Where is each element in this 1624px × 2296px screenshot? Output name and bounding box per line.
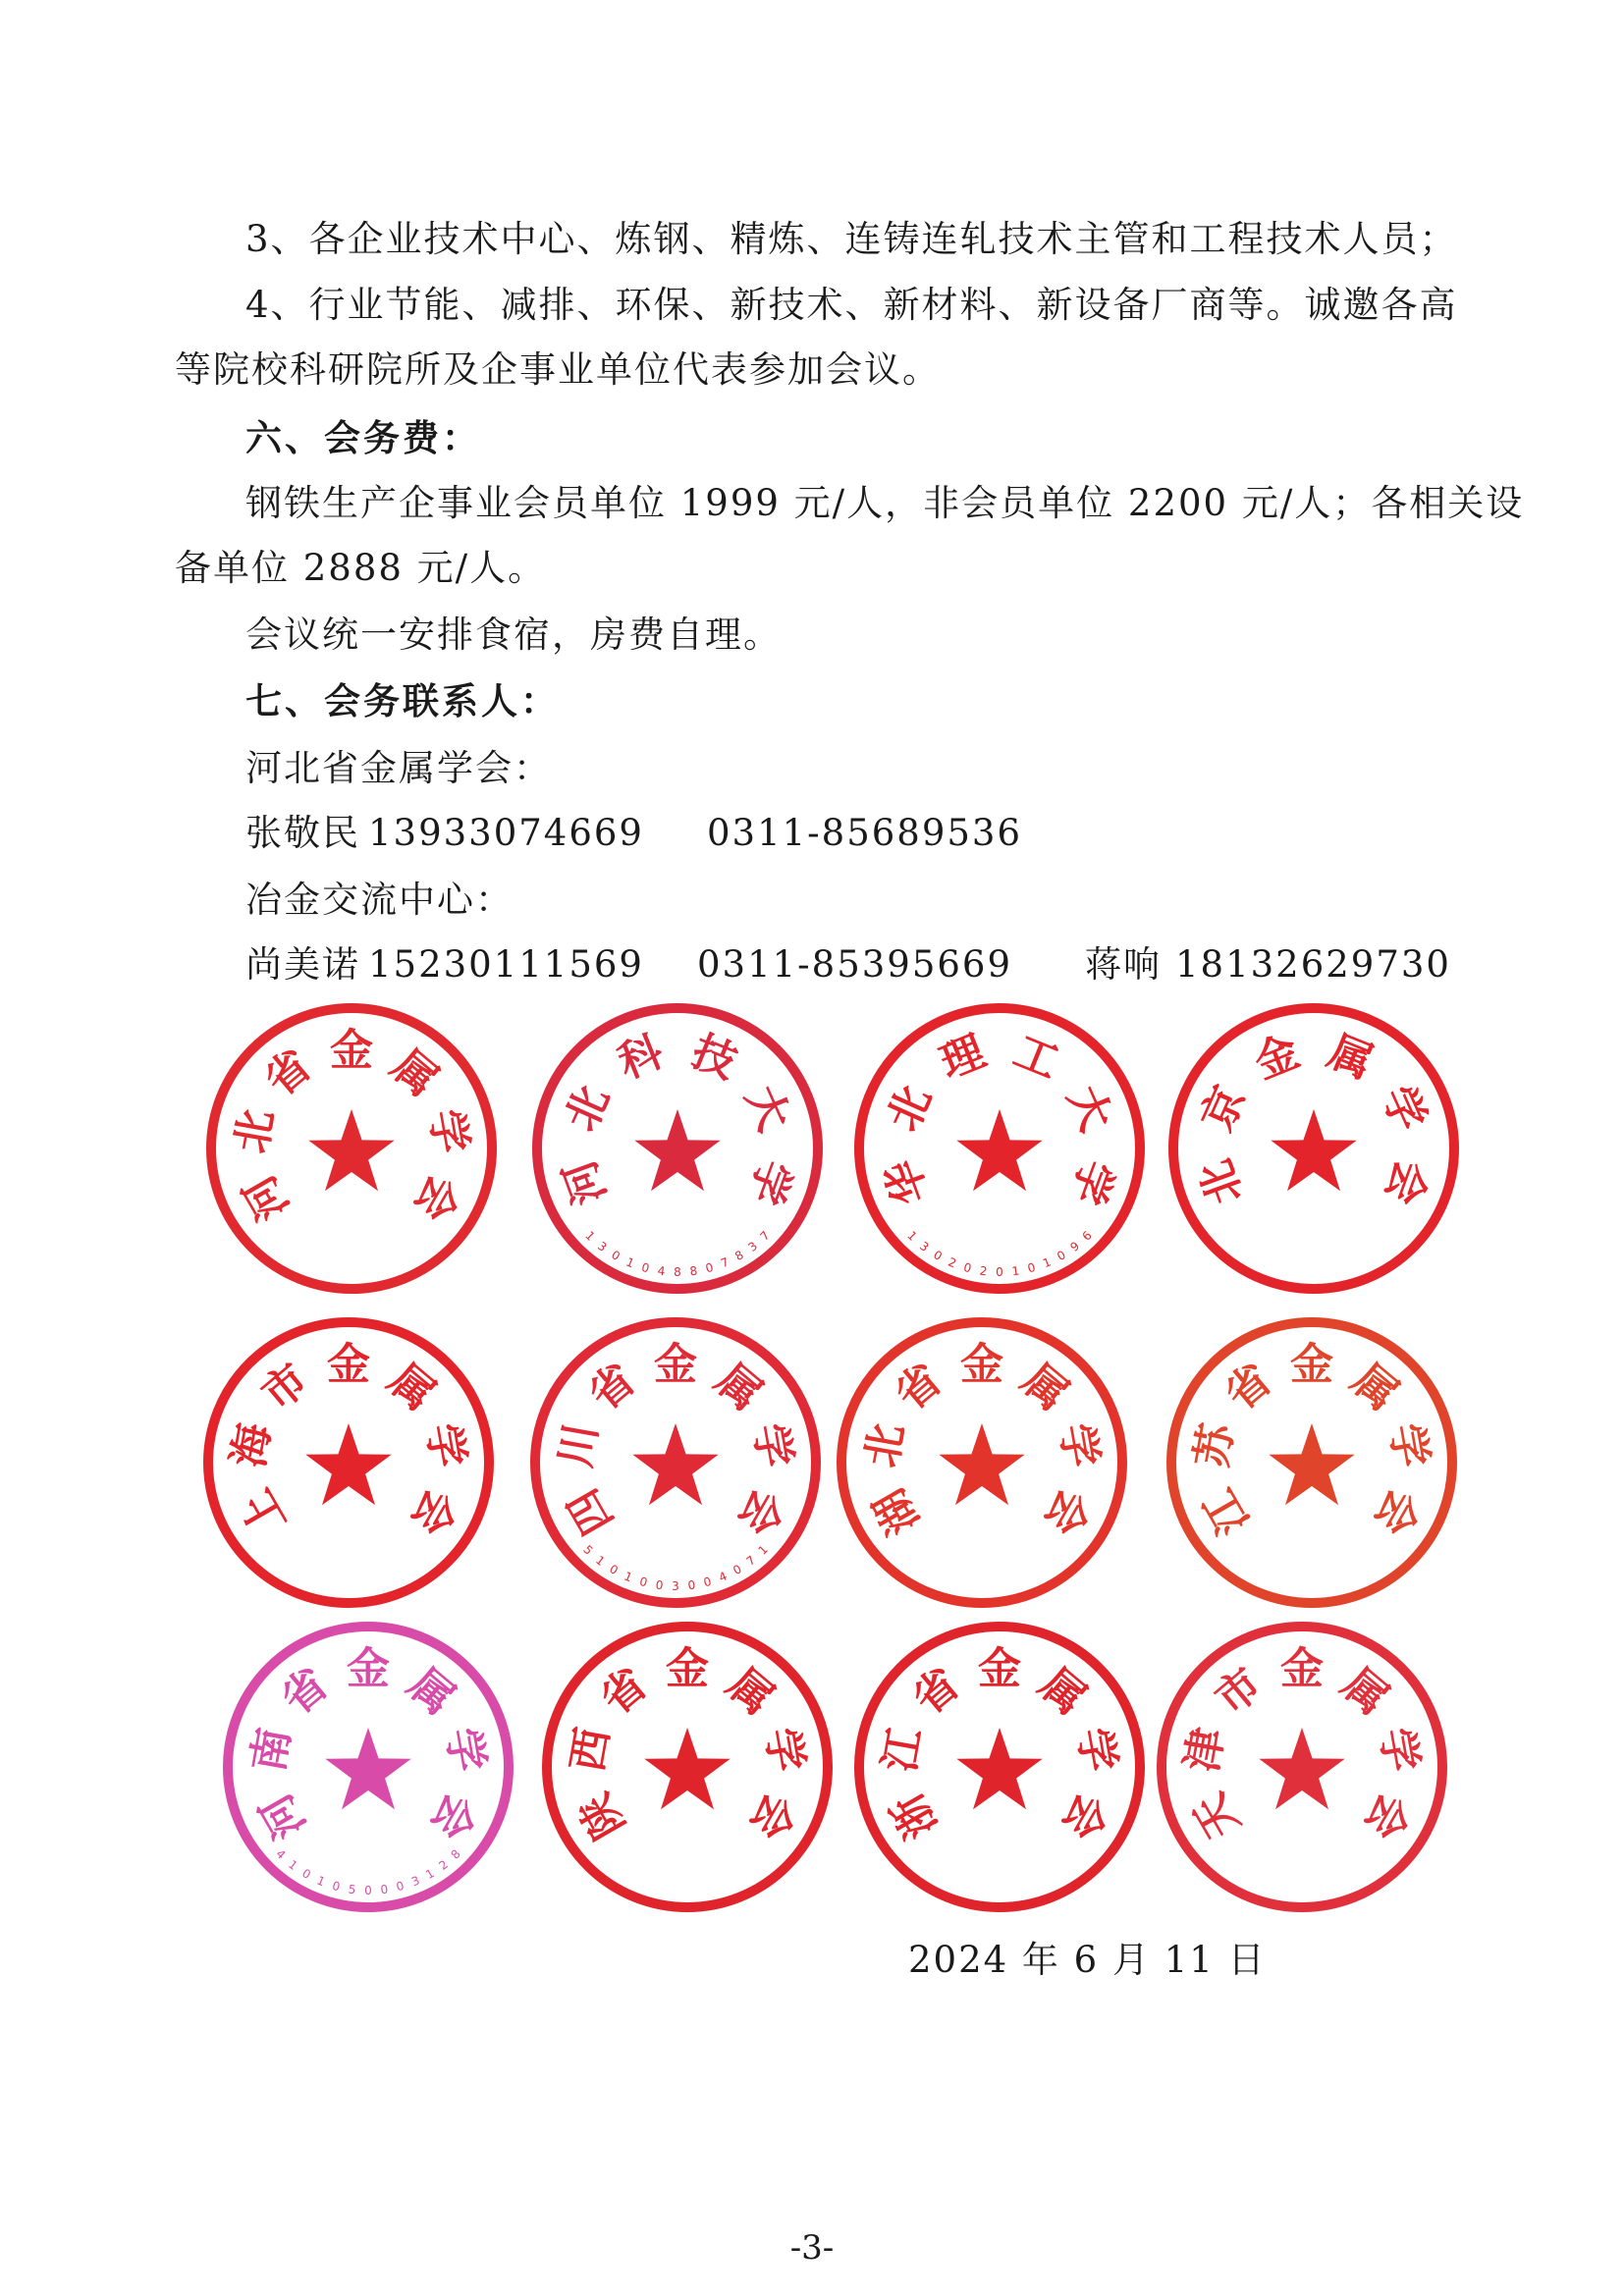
seal-5 bbox=[199, 1313, 498, 1612]
seal-serial-digit: 0 bbox=[379, 1882, 390, 1897]
seal-serial-digit: 1 bbox=[904, 1228, 920, 1244]
seal-serial-digit: 1 bbox=[1010, 1263, 1021, 1279]
seal-serial-digit: 0 bbox=[639, 1259, 651, 1276]
contact-name: 尚美诺 bbox=[245, 943, 360, 986]
seal-star-icon bbox=[634, 1109, 720, 1191]
seal-char: 学 bbox=[1372, 1078, 1435, 1139]
seal-8 bbox=[1163, 1313, 1461, 1612]
seal-char: 会 bbox=[739, 1785, 805, 1847]
seal-char: 工 bbox=[1006, 1026, 1066, 1090]
seal-char: 学 bbox=[1380, 1419, 1437, 1471]
contact-name-2: 蒋响 bbox=[1085, 943, 1162, 986]
list-item-4-cont: 等院校科研院所及企事业单位代表参加会议。 bbox=[175, 348, 941, 391]
seal-serial-digit: 4 bbox=[656, 1263, 667, 1279]
seal-char: 苏 bbox=[1186, 1419, 1244, 1471]
seal-serial-digit: 7 bbox=[757, 1228, 773, 1244]
seal-star-icon bbox=[956, 1109, 1042, 1191]
seal-serial-digit: 8 bbox=[688, 1263, 699, 1279]
contact-phone: 0311-85395669 bbox=[697, 943, 1012, 986]
document-date: 2024 年 6 月 11 日 bbox=[908, 1939, 1267, 1981]
seal-2 bbox=[528, 999, 827, 1298]
seal-char: 河 bbox=[250, 1785, 316, 1847]
seal-serial-digit: 1 bbox=[622, 1569, 635, 1585]
seal-char: 金 bbox=[1247, 1026, 1307, 1090]
seal-char: 陕 bbox=[569, 1785, 635, 1847]
seal-char: 金 bbox=[666, 1643, 709, 1694]
contact-phone: 0311-85689536 bbox=[707, 812, 1022, 854]
seal-char: 北 bbox=[1190, 1152, 1253, 1211]
seal-char: 省 bbox=[272, 1658, 338, 1726]
lodging-note: 会议统一安排食宿，房费自理。 bbox=[245, 614, 782, 656]
seal-serial-digit: 1 bbox=[423, 1866, 437, 1883]
seal-serial-digit: 0 bbox=[299, 1866, 313, 1883]
seal-char: 市 bbox=[252, 1354, 318, 1421]
seal-char: 北 bbox=[226, 1105, 284, 1157]
seal-char: 会 bbox=[401, 1480, 466, 1543]
seal-serial-digit: 2 bbox=[978, 1263, 989, 1279]
seal-serial-digit: 0 bbox=[731, 1562, 744, 1578]
seal-11 bbox=[850, 1618, 1149, 1916]
seal-char: 理 bbox=[933, 1026, 993, 1090]
seal-star-icon bbox=[1269, 1423, 1354, 1505]
seal-char: 北 bbox=[856, 1419, 914, 1471]
seal-char: 省 bbox=[903, 1658, 969, 1726]
seal-char: 学 bbox=[738, 1152, 801, 1211]
seal-char: 金 bbox=[327, 1339, 370, 1390]
seal-serial-digit: 1 bbox=[623, 1255, 637, 1271]
seal-char: 浙 bbox=[882, 1785, 947, 1847]
seal-char: 金 bbox=[330, 1025, 373, 1076]
seal-char: 华 bbox=[876, 1152, 939, 1211]
fee-line-2: 备单位 2888 元/人。 bbox=[175, 547, 547, 589]
seal-6 bbox=[526, 1313, 825, 1612]
seal-char: 属 bbox=[379, 1354, 445, 1421]
seal-4 bbox=[1164, 999, 1463, 1298]
seal-char: 属 bbox=[1321, 1026, 1380, 1090]
seal-char: 西 bbox=[562, 1724, 620, 1776]
contact-mobile-2: 18132629730 bbox=[1175, 943, 1451, 986]
seal-star-icon bbox=[325, 1728, 410, 1809]
seal-char: 属 bbox=[1012, 1354, 1078, 1421]
seal-12 bbox=[1153, 1618, 1451, 1916]
seal-serial-digit: 0 bbox=[1055, 1248, 1068, 1264]
list-item-4: 4、行业节能、减排、环保、新技术、新材料、新设备厂商等。诚邀各高 bbox=[245, 284, 1458, 326]
seal-serial-digit: 0 bbox=[364, 1884, 372, 1897]
seal-serial-digit: 2 bbox=[436, 1857, 451, 1873]
seal-serial-digit: 1 bbox=[582, 1228, 598, 1244]
seal-star-icon bbox=[1271, 1109, 1356, 1191]
seal-serial-digit: 0 bbox=[961, 1259, 973, 1276]
seal-char: 金 bbox=[1290, 1339, 1333, 1390]
seal-serial-digit: 0 bbox=[931, 1248, 945, 1264]
seal-serial-digit: 0 bbox=[609, 1248, 623, 1264]
seal-char: 学 bbox=[743, 1419, 801, 1471]
seal-char: 会 bbox=[728, 1480, 793, 1543]
seal-char: 金 bbox=[960, 1339, 1003, 1390]
contact-name: 张敬民 bbox=[245, 812, 360, 854]
section-7-heading: 七、会务联系人： bbox=[245, 680, 560, 722]
seal-3 bbox=[850, 999, 1149, 1298]
seal-char: 江 bbox=[1194, 1480, 1260, 1543]
seal-char: 河 bbox=[234, 1166, 299, 1229]
seal-char: 河 bbox=[554, 1152, 617, 1211]
seal-serial-digit: 1 bbox=[286, 1857, 300, 1873]
seal-serial-digit: 1 bbox=[314, 1873, 328, 1890]
seal-serial-digit: 3 bbox=[408, 1873, 422, 1890]
seal-char: 属 bbox=[399, 1658, 464, 1726]
seal-star-icon bbox=[305, 1423, 391, 1505]
seal-char: 学 bbox=[436, 1724, 494, 1776]
seal-char: 属 bbox=[1030, 1658, 1096, 1726]
seal-char: 海 bbox=[223, 1419, 281, 1471]
seal-char: 省 bbox=[579, 1354, 645, 1421]
seal-serial-digit: 5 bbox=[580, 1542, 596, 1558]
seal-serial-digit: 0 bbox=[607, 1562, 621, 1578]
seal-char: 南 bbox=[243, 1724, 300, 1776]
seal-serial-digit: 0 bbox=[702, 1574, 714, 1590]
seal-serial-digit: 0 bbox=[637, 1574, 649, 1590]
seal-serial-digit: 4 bbox=[716, 1569, 730, 1585]
seal-char: 学 bbox=[419, 1105, 477, 1157]
seal-char: 学 bbox=[1050, 1419, 1108, 1471]
seal-serial-digit: 8 bbox=[448, 1846, 463, 1862]
seal-char: 科 bbox=[611, 1026, 671, 1090]
seal-serial-digit: 3 bbox=[672, 1579, 679, 1593]
seal-10 bbox=[538, 1618, 837, 1916]
contact-mobile: 13933074669 bbox=[368, 812, 644, 854]
seal-char: 省 bbox=[255, 1040, 321, 1107]
seal-char: 会 bbox=[1052, 1785, 1117, 1847]
seal-char: 川 bbox=[550, 1419, 608, 1471]
list-item-3: 3、各企业技术中心、炼钢、精炼、连铸连轧技术主管和工程技术人员； bbox=[245, 218, 1458, 260]
contact-row-2 bbox=[245, 943, 1451, 986]
seal-serial-digit: 5 bbox=[347, 1882, 357, 1897]
seal-char: 会 bbox=[1375, 1152, 1437, 1211]
seal-serial-digit: 1 bbox=[1040, 1255, 1054, 1271]
seal-serial-digit: 7 bbox=[743, 1553, 758, 1569]
seal-star-icon bbox=[308, 1109, 394, 1191]
seal-char: 市 bbox=[1206, 1658, 1272, 1726]
seal-char: 属 bbox=[1332, 1658, 1398, 1726]
seal-7 bbox=[833, 1313, 1131, 1612]
seal-char: 京 bbox=[1192, 1078, 1256, 1139]
seal-char: 北 bbox=[556, 1078, 620, 1139]
page-number: -3- bbox=[789, 2228, 835, 2268]
seal-serial-digit: 0 bbox=[1026, 1259, 1038, 1276]
seal-star-icon bbox=[644, 1728, 730, 1809]
seal-star-icon bbox=[1259, 1728, 1344, 1809]
seal-char: 会 bbox=[404, 1166, 469, 1229]
seal-char: 学 bbox=[1370, 1724, 1428, 1776]
seal-char: 江 bbox=[874, 1724, 932, 1776]
seal-serial-digit: 7 bbox=[718, 1255, 731, 1271]
seal-serial-digit: 0 bbox=[996, 1265, 1003, 1279]
seal-serial-digit: 0 bbox=[654, 1577, 665, 1593]
seal-serial-digit: 9 bbox=[1067, 1239, 1082, 1255]
seal-char: 省 bbox=[1216, 1354, 1281, 1421]
contact-mobile: 15230111569 bbox=[368, 943, 644, 986]
seal-char: 会 bbox=[1364, 1480, 1430, 1543]
seal-char: 天 bbox=[1184, 1785, 1250, 1847]
seal-char: 属 bbox=[718, 1658, 784, 1726]
fee-line-1: 钢铁生产企事业会员单位 1999 元/人，非会员单位 2200 元/人；各相关设 bbox=[245, 482, 1525, 524]
seal-serial-digit: 4 bbox=[273, 1846, 289, 1862]
seal-serial-digit: 3 bbox=[917, 1239, 932, 1255]
seal-char: 省 bbox=[886, 1354, 951, 1421]
seal-char: 会 bbox=[1354, 1785, 1420, 1847]
seal-char: 上 bbox=[231, 1480, 297, 1543]
seal-serial-digit: 0 bbox=[395, 1878, 406, 1895]
seal-serial-digit: 0 bbox=[330, 1878, 342, 1895]
seal-char: 湖 bbox=[864, 1480, 930, 1543]
seal-char: 属 bbox=[1342, 1354, 1408, 1421]
seal-char: 津 bbox=[1176, 1724, 1234, 1776]
seal-star-icon bbox=[939, 1423, 1024, 1505]
seal-serial-digit: 2 bbox=[946, 1255, 959, 1271]
seal-char: 金 bbox=[654, 1339, 697, 1390]
seal-serial-digit: 0 bbox=[686, 1577, 697, 1593]
seal-serial-digit: 8 bbox=[732, 1248, 746, 1264]
seal-char: 会 bbox=[1034, 1480, 1100, 1543]
seal-serial-digit: 8 bbox=[674, 1265, 681, 1279]
seal-serial-digit: 3 bbox=[745, 1239, 760, 1255]
seal-char: 属 bbox=[706, 1354, 772, 1421]
section-6-heading: 六、会务费： bbox=[245, 417, 481, 459]
seal-char: 技 bbox=[684, 1026, 744, 1090]
seal-char: 大 bbox=[1057, 1078, 1121, 1139]
seal-serial-digit: 1 bbox=[755, 1542, 771, 1558]
seal-char: 大 bbox=[735, 1078, 799, 1139]
seal-char: 学 bbox=[1067, 1724, 1125, 1776]
seal-1 bbox=[202, 999, 501, 1298]
seal-char: 属 bbox=[382, 1040, 448, 1107]
seal-9 bbox=[219, 1618, 517, 1916]
seal-star-icon bbox=[956, 1728, 1042, 1809]
seal-star-icon bbox=[632, 1423, 718, 1505]
seal-char: 金 bbox=[1280, 1643, 1324, 1694]
seal-char: 北 bbox=[878, 1078, 942, 1139]
seal-char: 学 bbox=[1060, 1152, 1123, 1211]
seal-char: 金 bbox=[347, 1643, 390, 1694]
seal-char: 四 bbox=[558, 1480, 623, 1543]
seal-char: 学 bbox=[755, 1724, 813, 1776]
contact-row-1 bbox=[245, 812, 1022, 854]
seal-char: 会 bbox=[420, 1785, 486, 1847]
seal-char: 学 bbox=[416, 1419, 474, 1471]
seal-serial-digit: 0 bbox=[704, 1259, 716, 1276]
seal-serial-digit: 1 bbox=[593, 1553, 608, 1569]
seal-char: 省 bbox=[591, 1658, 657, 1726]
seal-serial-digit: 6 bbox=[1079, 1228, 1095, 1244]
contact-org-1: 河北省金属学会： bbox=[245, 747, 552, 789]
contact-org-2: 冶金交流中心： bbox=[245, 879, 514, 921]
seal-char: 金 bbox=[978, 1643, 1021, 1694]
seal-serial-digit: 3 bbox=[595, 1239, 610, 1255]
